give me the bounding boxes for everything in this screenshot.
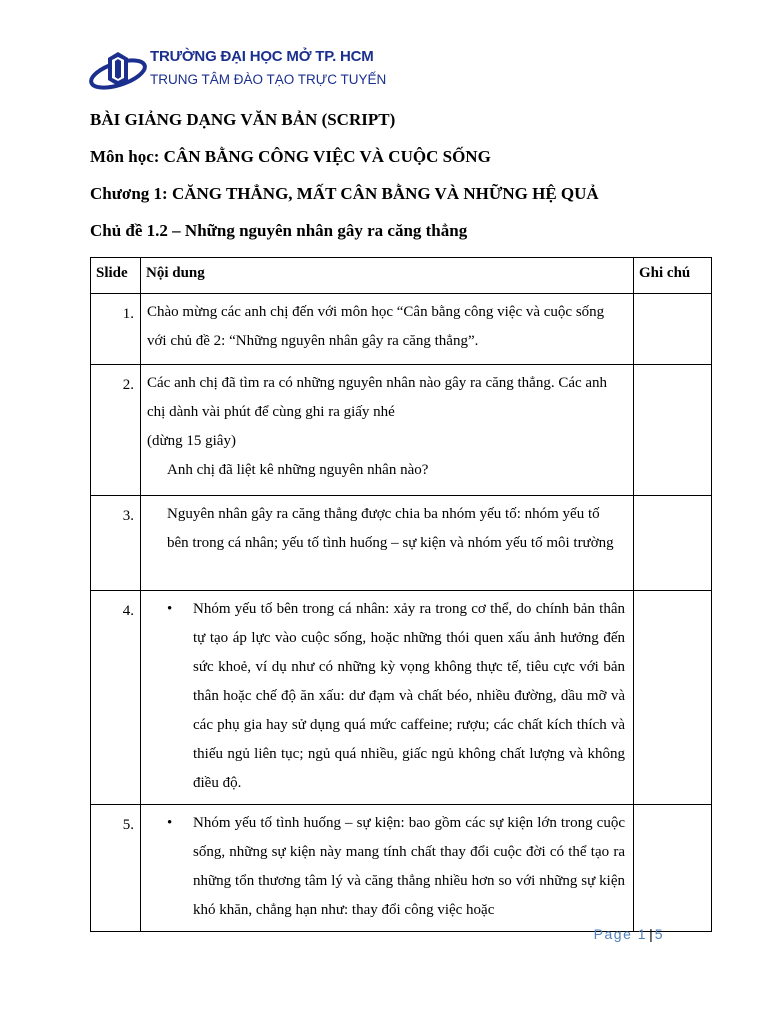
slide-number: 5.: [91, 805, 141, 932]
table-row: [91, 805, 712, 932]
slide-number: 4.: [91, 591, 141, 805]
center-name: TRUNG TÂM ĐÀO TẠO TRỰC TUYẾN: [150, 72, 387, 87]
note-cell: [634, 496, 712, 591]
university-logo: [88, 40, 387, 100]
content-paragraph: Chào mừng các anh chị đến với môn học “Cân bằng công việc và cuộc sống với chủ đề 2: “Những nguyên nhân gây ra căng thẳng”.: [147, 304, 605, 349]
content-paragraph: Các anh chị đã tìm ra có những nguyên nhân nào gây ra căng thẳng. Các anh chị dành vài phút để cùng ghi ra giấy nhé: [147, 375, 608, 420]
note-cell: [634, 591, 712, 805]
slide-content: [141, 365, 634, 496]
note-cell: [634, 805, 712, 932]
school-name: TRƯỜNG ĐẠI HỌC MỞ TP. HCM: [150, 48, 374, 65]
table-header-row: [91, 258, 712, 294]
slide-content: [141, 294, 634, 365]
bullet-item: [147, 595, 625, 798]
script-table: [90, 257, 712, 932]
bullet-text: Nhóm yếu tố bên trong cá nhân: xảy ra trong cơ thể, do chính bản thân tự tạo áp lực vào cuộc sống, hoặc những thói quen xấu ảnh hưởng đến sức khoẻ, ví dụ như có những kỳ vọng không thực tế, tiêu cực với bản thân hoặc chế độ ăn xấu: dư đạm và chất béo, nhiều đường, dầu mỡ và các phụ gia hay sử dụng quá mức caffeine; rượu; các chất kích thích và thiếu ngủ liên tục; ngủ quá nhiều, giấc ngủ không chất lượng và không điều độ.: [193, 601, 625, 791]
bullet-item: [147, 809, 625, 925]
course-title: Môn học: CÂN BẰNG CÔNG VIỆC VÀ CUỘC SỐNG: [90, 147, 491, 166]
page-footer: [594, 926, 664, 942]
slide-content: [141, 805, 634, 932]
slide-number: 3.: [91, 496, 141, 591]
bullet-icon: •: [167, 601, 173, 617]
slide-content: [141, 496, 634, 591]
table-row: [91, 365, 712, 496]
content-paragraph: Anh chị đã liệt kê những nguyên nhân nào?: [167, 462, 429, 478]
total-pages: 5: [654, 926, 664, 942]
column-header-notes: Ghi chú: [634, 258, 712, 294]
column-header-slide: Slide: [91, 258, 141, 294]
slide-content: [141, 591, 634, 805]
table-row: [91, 294, 712, 365]
note-cell: [634, 294, 712, 365]
table-row: [91, 591, 712, 805]
note-cell: [634, 365, 712, 496]
page-number: 1: [637, 926, 648, 942]
content-paragraph: Nguyên nhân gây ra căng thẳng được chia ba nhóm yếu tố: nhóm yếu tố bên trong cá nhân; yếu tố tình huống – sự kiện và nhóm yếu tố môi trường: [167, 506, 614, 551]
slide-number: 2.: [91, 365, 141, 496]
bullet-text: Nhóm yếu tố tình huống – sự kiện: bao gồm các sự kiện lớn trong cuộc sống, những sự kiện này mang tính chất thay đổi cuộc đời có thể tạo ra những tổn thương tâm lý và căng thẳng nhiều hơn so với những sự kiện khó khăn, chẳng hạn như: thay đổi công việc hoặc: [193, 815, 625, 918]
page-label: Page: [593, 926, 633, 942]
table-row: [91, 496, 712, 591]
topic-title: Chủ đề 1.2 – Những nguyên nhân gây ra căng thẳng: [90, 221, 468, 240]
bullet-icon: •: [167, 815, 173, 831]
page-separator: |: [649, 926, 653, 942]
document-title: BÀI GIẢNG DẠNG VĂN BẢN (SCRIPT): [90, 110, 396, 129]
slide-number: 1.: [91, 294, 141, 365]
column-header-content: Nội dung: [141, 258, 634, 294]
chapter-title: Chương 1: CĂNG THẲNG, MẤT CÂN BẰNG VÀ NHỮNG HỆ QUẢ: [90, 184, 599, 203]
content-paragraph: (dừng 15 giây): [147, 433, 236, 449]
university-emblem-icon: [88, 46, 150, 94]
